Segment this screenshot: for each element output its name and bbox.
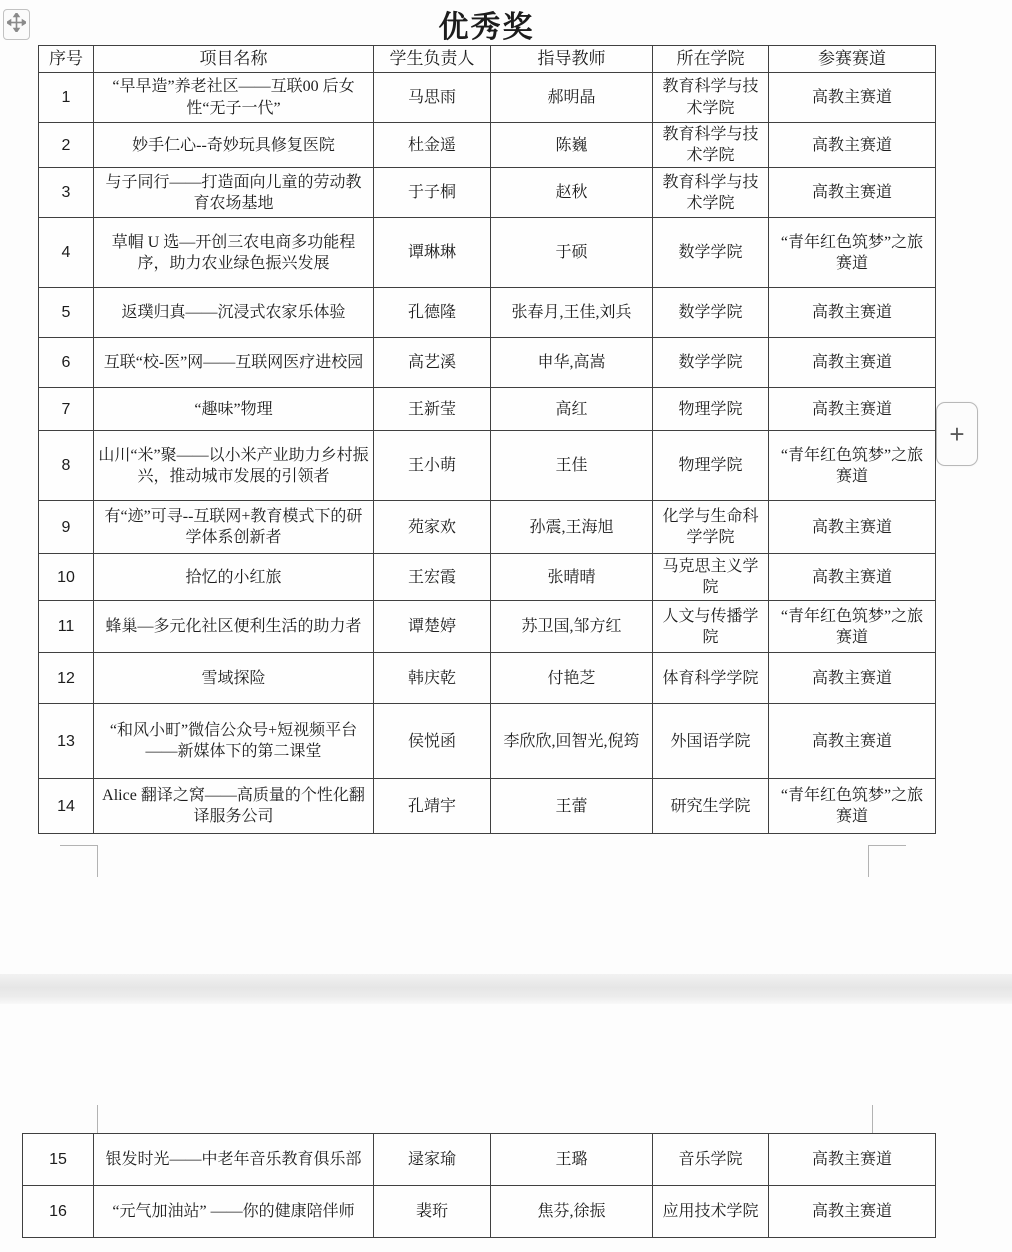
cell-college[interactable]: 外国语学院 [653, 704, 769, 779]
table-row [39, 73, 936, 123]
col-header-track: 参赛赛道 [769, 46, 936, 73]
table-row [39, 653, 936, 704]
table-row [39, 501, 936, 554]
cell-student[interactable]: 侯悦函 [374, 704, 491, 779]
cell-track[interactable]: “青年红色筑梦”之旅赛道 [769, 779, 936, 834]
cell-no[interactable]: 14 [39, 779, 94, 834]
cell-no[interactable]: 8 [39, 431, 94, 501]
cell-no[interactable]: 16 [23, 1186, 94, 1238]
cell-track[interactable]: 高教主赛道 [769, 554, 936, 601]
cell-college[interactable]: 教育科学与技术学院 [653, 73, 769, 123]
cell-teacher[interactable]: 郝明晶 [491, 73, 653, 123]
cell-project[interactable]: 互联“校-医”网——互联网医疗进校园 [94, 338, 374, 388]
col-header-college: 所在学院 [653, 46, 769, 73]
awards-table-page2 [22, 1133, 936, 1238]
table-row [39, 288, 936, 338]
plus-icon: + [949, 418, 965, 449]
cell-teacher[interactable]: 赵秋 [491, 168, 653, 218]
cell-no[interactable]: 1 [39, 73, 94, 123]
cell-no[interactable]: 7 [39, 388, 94, 431]
cell-no[interactable]: 5 [39, 288, 94, 338]
cell-project[interactable]: 蜂巢—多元化社区便利生活的助力者 [94, 601, 374, 653]
table-row [39, 123, 936, 168]
cell-project[interactable]: “元气加油站” ——你的健康陪伴师 [94, 1186, 374, 1238]
cell-project[interactable]: 返璞归真——沉浸式农家乐体验 [94, 288, 374, 338]
cell-track[interactable]: 高教主赛道 [769, 123, 936, 168]
cell-teacher[interactable]: 于硕 [491, 218, 653, 288]
cell-project[interactable]: 妙手仁心--奇妙玩具修复医院 [94, 123, 374, 168]
cell-student[interactable]: 韩庆乾 [374, 653, 491, 704]
cell-teacher[interactable]: 王佳 [491, 431, 653, 501]
cell-teacher[interactable]: 李欣欣,回智光,倪筠 [491, 704, 653, 779]
cell-teacher[interactable]: 张晴晴 [491, 554, 653, 601]
cell-track[interactable]: 高教主赛道 [769, 388, 936, 431]
cell-no[interactable]: 3 [39, 168, 94, 218]
cell-track[interactable]: 高教主赛道 [769, 338, 936, 388]
cell-track[interactable]: “青年红色筑梦”之旅赛道 [769, 601, 936, 653]
cell-teacher[interactable]: 高红 [491, 388, 653, 431]
cell-student[interactable]: 王新莹 [374, 388, 491, 431]
cell-teacher[interactable]: 申华,高嵩 [491, 338, 653, 388]
cell-teacher[interactable]: 孙震,王海旭 [491, 501, 653, 554]
cell-project[interactable]: “和风小町”微信公众号+短视频平台——新媒体下的第二课堂 [94, 704, 374, 779]
cell-student[interactable]: 于子桐 [374, 168, 491, 218]
cell-no[interactable]: 13 [39, 704, 94, 779]
cell-student[interactable]: 马思雨 [374, 73, 491, 123]
cell-teacher[interactable]: 王蕾 [491, 779, 653, 834]
table-row [23, 1134, 936, 1186]
cell-track[interactable]: 高教主赛道 [769, 288, 936, 338]
cell-project[interactable]: 草帽 U 选—开创三农电商多功能程序，助力农业绿色振兴发展 [94, 218, 374, 288]
page2-top-left-margin-mark [97, 1105, 98, 1133]
cell-project[interactable]: 拾忆的小红旅 [94, 554, 374, 601]
cell-teacher[interactable]: 苏卫国,邹方红 [491, 601, 653, 653]
cell-no[interactable]: 15 [23, 1134, 94, 1186]
cell-teacher[interactable]: 焦芬,徐振 [491, 1186, 653, 1238]
cell-track[interactable]: 高教主赛道 [769, 1134, 936, 1186]
col-header-teacher: 指导教师 [491, 46, 653, 73]
table-row [39, 554, 936, 601]
cell-student[interactable]: 苑家欢 [374, 501, 491, 554]
cell-teacher[interactable]: 张春月,王佳,刘兵 [491, 288, 653, 338]
cell-project[interactable]: “早早造”养老社区——互联00 后女性“无子一代” [94, 73, 374, 123]
page1-bottom-left-margin-mark [60, 845, 98, 877]
cell-college[interactable]: 马克思主义学院 [653, 554, 769, 601]
cell-track[interactable]: 高教主赛道 [769, 704, 936, 779]
cell-project[interactable]: 银发时光——中老年音乐教育俱乐部 [94, 1134, 374, 1186]
page-title[interactable]: 优秀奖 [438, 11, 535, 44]
insert-plus-button[interactable] [936, 402, 978, 466]
table-row [39, 779, 936, 834]
cell-student[interactable]: 王宏霞 [374, 554, 491, 601]
table-row [39, 168, 936, 218]
table-row [39, 431, 936, 501]
cell-college[interactable]: 教育科学与技术学院 [653, 123, 769, 168]
cell-student[interactable]: 孔靖宇 [374, 779, 491, 834]
cell-project[interactable]: 山川“米”聚——以小米产业助力乡村振兴，推动城市发展的引领者 [94, 431, 374, 501]
cell-college[interactable]: 教育科学与技术学院 [653, 168, 769, 218]
cell-no[interactable]: 10 [39, 554, 94, 601]
table-move-handle[interactable] [3, 9, 30, 40]
cell-college[interactable]: 应用技术学院 [653, 1186, 769, 1238]
cell-student[interactable]: 裴珩 [374, 1186, 491, 1238]
cell-track[interactable]: “青年红色筑梦”之旅赛道 [769, 431, 936, 501]
cell-college[interactable]: 化学与生命科学学院 [653, 501, 769, 554]
cell-project[interactable]: “趣味”物理 [94, 388, 374, 431]
cell-college[interactable]: 人文与传播学院 [653, 601, 769, 653]
cell-student[interactable]: 谭琳琳 [374, 218, 491, 288]
cell-teacher[interactable]: 王璐 [491, 1134, 653, 1186]
cell-track[interactable]: 高教主赛道 [769, 168, 936, 218]
cell-project[interactable]: Alice 翻译之窝——高质量的个性化翻译服务公司 [94, 779, 374, 834]
cell-college[interactable]: 体育科学学院 [653, 653, 769, 704]
header-row [39, 46, 936, 73]
cell-college[interactable]: 研究生学院 [653, 779, 769, 834]
page2-top-right-margin-mark [872, 1105, 873, 1133]
cell-college[interactable]: 数学学院 [653, 218, 769, 288]
cell-student[interactable]: 杜金遥 [374, 123, 491, 168]
table-row [23, 1186, 936, 1238]
table-row [39, 388, 936, 431]
cell-no[interactable]: 11 [39, 601, 94, 653]
table-row [39, 704, 936, 779]
page1-bottom-right-margin-mark [868, 845, 906, 877]
cell-college[interactable]: 数学学院 [653, 338, 769, 388]
cell-track[interactable]: 高教主赛道 [769, 653, 936, 704]
cell-no[interactable]: 9 [39, 501, 94, 554]
cell-track[interactable]: “青年红色筑梦”之旅赛道 [769, 218, 936, 288]
awards-table-page1 [38, 45, 936, 834]
cell-track[interactable]: 高教主赛道 [769, 501, 936, 554]
col-header-project: 项目名称 [94, 46, 374, 73]
col-header-student: 学生负责人 [374, 46, 491, 73]
cell-project[interactable]: 与子同行——打造面向儿童的劳动教育农场基地 [94, 168, 374, 218]
cell-track[interactable]: 高教主赛道 [769, 73, 936, 123]
cell-teacher[interactable]: 陈巍 [491, 123, 653, 168]
cell-track[interactable]: 高教主赛道 [769, 1186, 936, 1238]
cell-student[interactable]: 谭楚婷 [374, 601, 491, 653]
page-break-band [0, 974, 1012, 1004]
cell-student[interactable]: 高艺溪 [374, 338, 491, 388]
cell-college[interactable]: 物理学院 [653, 431, 769, 501]
cell-college[interactable]: 物理学院 [653, 388, 769, 431]
cell-student[interactable]: 王小萌 [374, 431, 491, 501]
cell-project[interactable]: 有“迹”可寻--互联网+教育模式下的研学体系创新者 [94, 501, 374, 554]
cell-teacher[interactable]: 付艳芝 [491, 653, 653, 704]
cell-no[interactable]: 4 [39, 218, 94, 288]
cell-college[interactable]: 数学学院 [653, 288, 769, 338]
col-header-no: 序号 [39, 46, 94, 73]
table-row [39, 601, 936, 653]
cell-no[interactable]: 12 [39, 653, 94, 704]
table-row [39, 338, 936, 388]
cell-no[interactable]: 6 [39, 338, 94, 388]
table-row [39, 218, 936, 288]
move-arrows-icon [7, 13, 26, 37]
cell-project[interactable]: 雪域探险 [94, 653, 374, 704]
cell-college[interactable]: 音乐学院 [653, 1134, 769, 1186]
cell-student[interactable]: 孔德隆 [374, 288, 491, 338]
cell-student[interactable]: 逯家瑜 [374, 1134, 491, 1186]
cell-no[interactable]: 2 [39, 123, 94, 168]
